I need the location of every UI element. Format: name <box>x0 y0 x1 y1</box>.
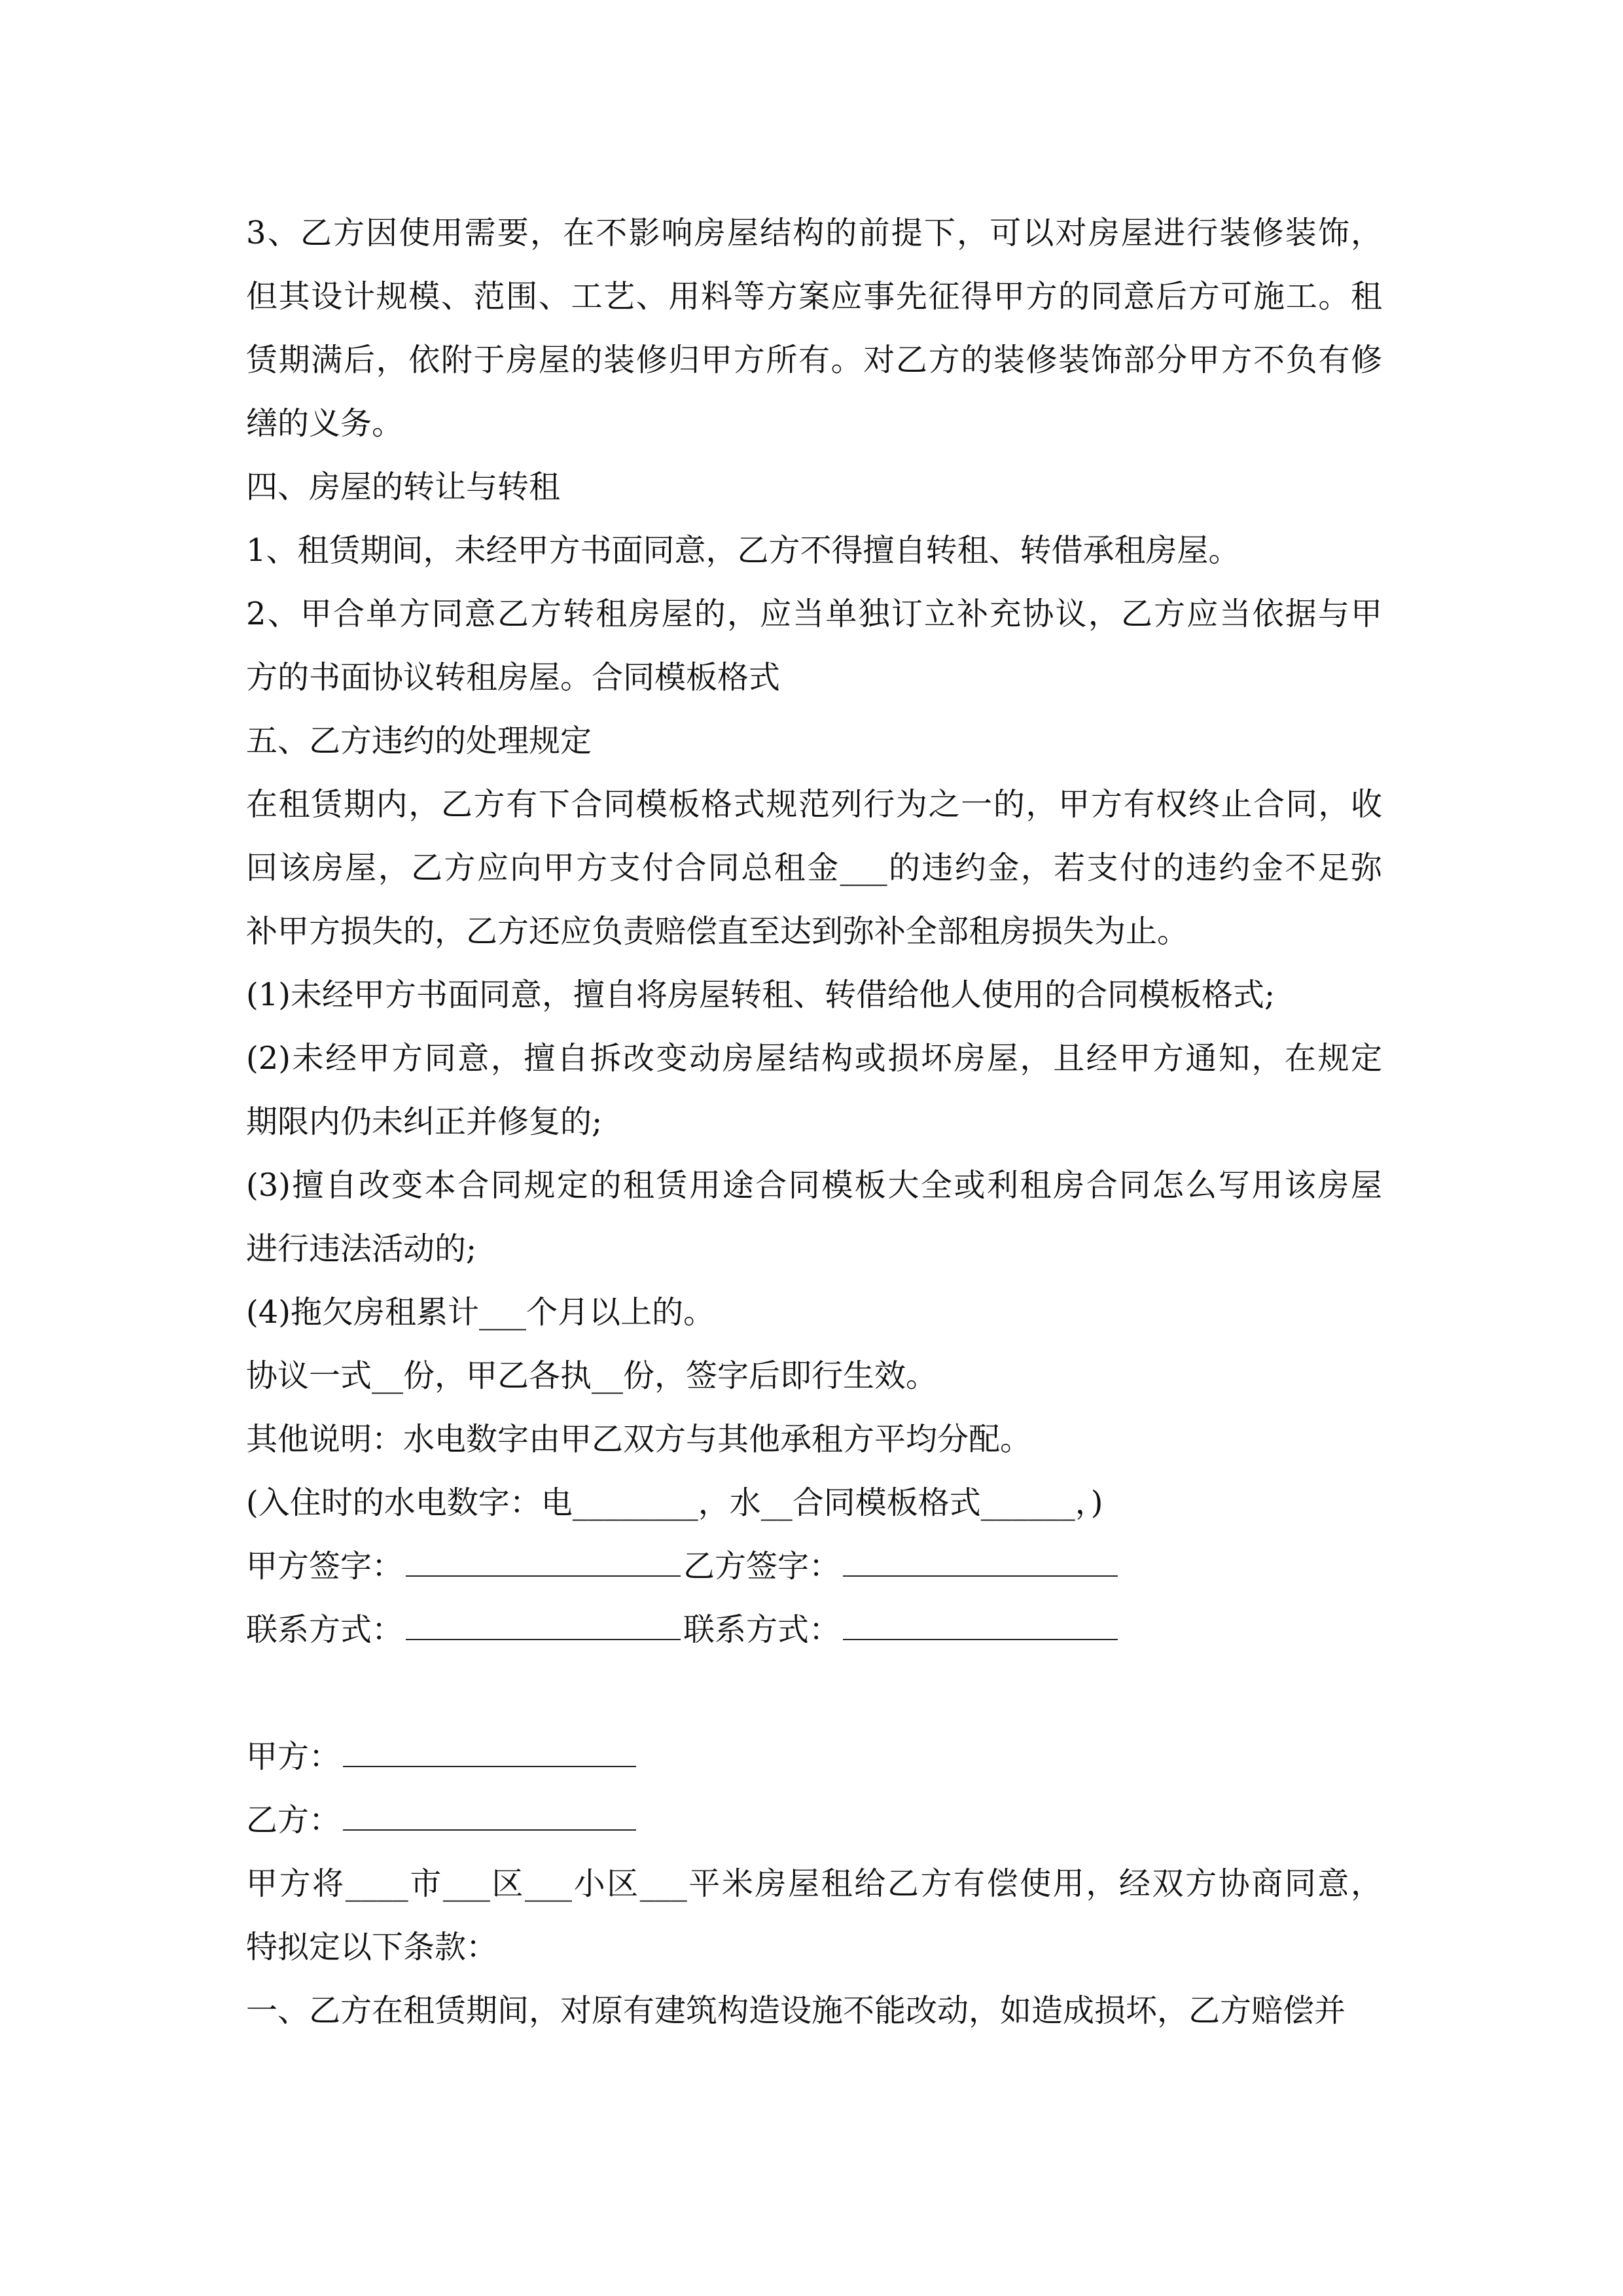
lease-intro-paragraph <box>246 1852 1382 1979</box>
clause-1-structure: 一、乙方在租赁期间，对原有建筑构造设施不能改动，如造成损坏，乙方赔偿并 <box>246 1992 1346 2029</box>
text-line: 在租赁期内，乙方有下合同模板格式规范列行为之一的，甲方有权终止合同，收 <box>246 786 1382 823</box>
text-line: 赁期满后，依附于房屋的装修归甲方所有。对乙方的装修装饰部分甲方不负有修 <box>246 342 1382 378</box>
party-b-signature-blank <box>843 1541 1118 1577</box>
clause-2-sublet <box>246 583 1382 709</box>
contact-blank-2 <box>843 1605 1118 1640</box>
party-a-signature-blank <box>406 1541 681 1577</box>
text-line: 方的书面协议转租房屋。合同模板格式 <box>246 659 781 696</box>
contact-label-2: 联系方式： <box>683 1611 841 1648</box>
section-heading-breach: 五、乙方违约的处理规定 <box>246 723 592 759</box>
contact-row <box>246 1598 1382 1662</box>
text-line: (3)擅自改变本合同规定的租赁用途合同模板大全或利租房合同怎么写用该房屋 <box>246 1167 1382 1204</box>
text-line: 进行违法活动的; <box>246 1230 477 1267</box>
text-line: 1、租赁期间，未经甲方书面同意，乙方不得擅自转租、转借承租房屋。 <box>246 532 1240 569</box>
breach-item-2 <box>246 1027 1382 1154</box>
party-a-blank <box>343 1732 636 1767</box>
breach-item-3 <box>246 1154 1382 1281</box>
text-line: (2)未经甲方同意，擅自拆改变动房屋结构或损坏房屋，且经甲方通知，在规定 <box>246 1040 1382 1077</box>
document-body <box>246 202 1382 2043</box>
party-a-label: 甲方： <box>246 1738 341 1775</box>
text-line: 甲方将____市___区___小区___平米房屋租给乙方有偿使用，经双方协商同意， <box>246 1865 1382 1902</box>
utilities-note: 其他说明：水电数字由甲乙双方与其他承租方平均分配。 <box>246 1421 1032 1458</box>
meter-readings: (入住时的水电数字：电________，水__合同模板格式______，) <box>246 1484 1103 1521</box>
party-a-signature-label: 甲方签字： <box>246 1548 404 1585</box>
text-line: 补甲方损失的，乙方还应负责赔偿直至达到弥补全部租房损失为止。 <box>246 913 1189 950</box>
text-line: 3、乙方因使用需要，在不影响房屋结构的前提下，可以对房屋进行装修装饰， <box>246 215 1382 251</box>
signature-row <box>246 1535 1382 1598</box>
contact-blank-1 <box>406 1605 681 1640</box>
text-line: 缮的义务。 <box>246 405 404 442</box>
clause-3-renovation <box>246 202 1382 456</box>
breach-item-4: (4)拖欠房租累计___个月以上的。 <box>246 1294 715 1331</box>
party-b-row <box>246 1789 1382 1852</box>
contact-label-1: 联系方式： <box>246 1611 404 1648</box>
party-b-label: 乙方： <box>246 1802 341 1839</box>
section-heading-transfer: 四、房屋的转让与转租 <box>246 469 561 505</box>
breach-item-1: (1)未经甲方书面同意，擅自将房屋转租、转借给他人使用的合同模板格式; <box>246 977 1275 1013</box>
text-line: 特拟定以下条款： <box>246 1929 498 1965</box>
text-line: 2、甲合单方同意乙方转租房屋的，应当单独订立补充协议，乙方应当依据与甲 <box>246 596 1382 632</box>
breach-paragraph <box>246 773 1382 963</box>
party-b-blank <box>343 1795 636 1831</box>
party-a-row <box>246 1725 1382 1789</box>
section-gap <box>246 1662 1382 1725</box>
party-b-signature-label: 乙方签字： <box>683 1548 841 1585</box>
text-line: 回该房屋，乙方应向甲方支付合同总租金___的违约金，若支付的违约金不足弥 <box>246 850 1382 886</box>
text-line: 期限内仍未纠正并修复的; <box>246 1103 603 1140</box>
copies-clause: 协议一式__份，甲乙各执__份，签字后即行生效。 <box>246 1357 938 1394</box>
text-line: 但其设计规模、范围、工艺、用料等方案应事先征得甲方的同意后方可施工。租 <box>246 278 1382 315</box>
